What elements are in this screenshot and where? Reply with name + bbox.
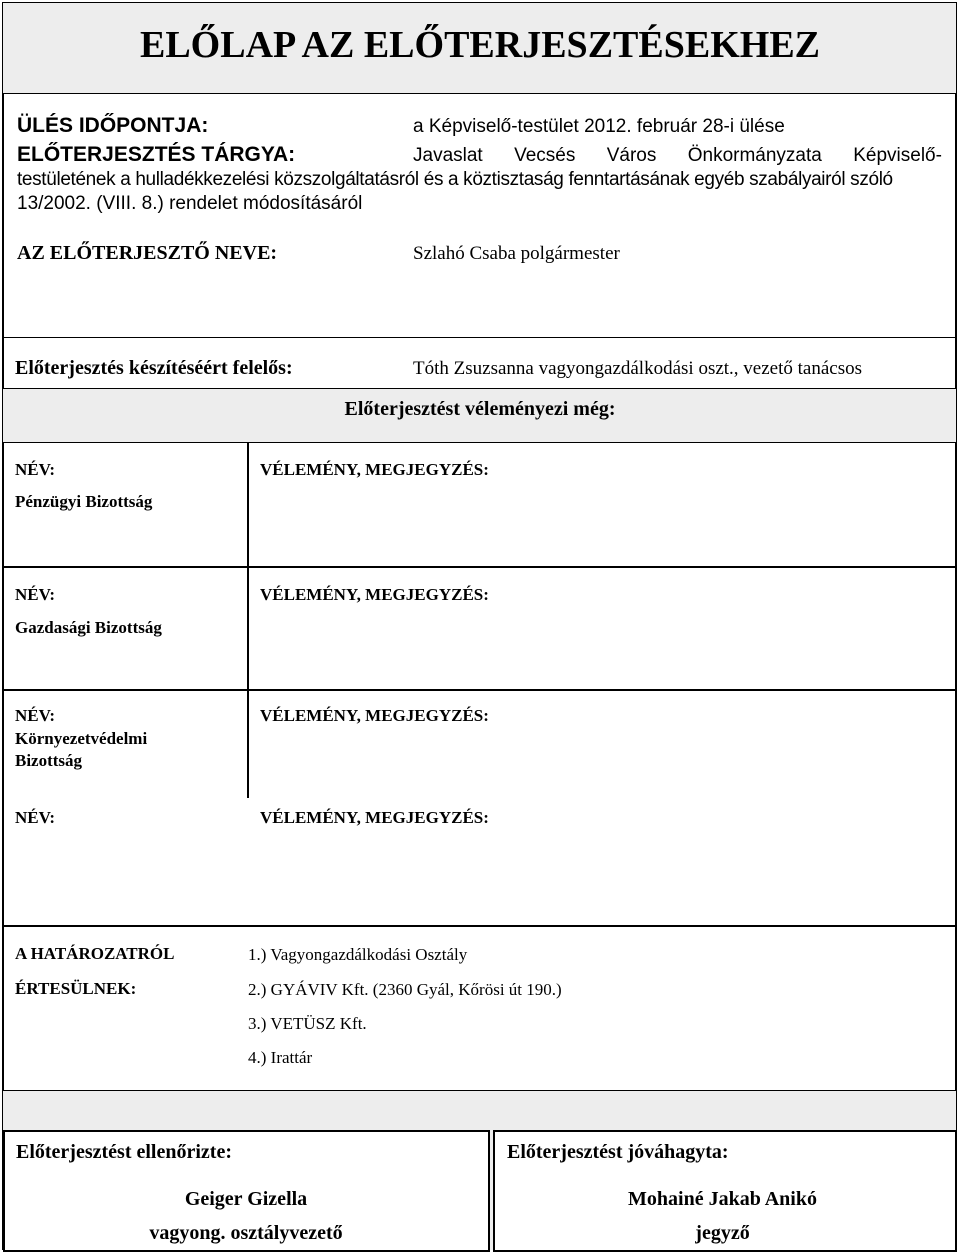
approved-label: Előterjesztést jóváhagyta: <box>507 1141 729 1163</box>
subject-word: Önkormányzata <box>687 145 822 166</box>
approved-name: Mohainé Jakab Anikó <box>628 1188 817 1210</box>
reviewer-opinion-label: VÉLEMÉNY, MEGJEGYZÉS: <box>260 585 489 604</box>
subject-line-3: 13/2002. (VIII. 8.) rendelet módosításáról <box>17 193 363 214</box>
reviewer-name: Pénzügyi Bizottság <box>15 492 153 511</box>
page-title: ELŐLAP AZ ELŐTERJESZTÉSEKHEZ <box>139 24 821 66</box>
responsible-value: Tóth Zsuzsanna vagyongazdálkodási oszt., vezető tanácsos <box>413 358 862 379</box>
subject-word: Vecsés <box>514 145 576 166</box>
reviewer-name-label: NÉV: <box>15 808 55 827</box>
reviewer-name-label: NÉV: <box>15 706 55 725</box>
subject-line-2: testületének a hulladékkezelési közszolgáltatásról és a köztisztaság fenntartásának egyéb szabályairól szóló <box>17 169 893 190</box>
reviewer-column-divider <box>247 443 249 798</box>
approved-title: jegyző <box>695 1222 750 1244</box>
checked-label: Előterjesztést ellenőrizte: <box>16 1141 232 1163</box>
notified-item: 2.) GYÁVIV Kft. (2360 Gyál, Kőrösi út 190.) <box>248 980 562 999</box>
reviewer-row-divider <box>2 566 957 568</box>
subject-word: Képviselő- <box>853 145 942 166</box>
presenter-label: AZ ELŐTERJESZTŐ NEVE: <box>17 242 278 264</box>
notified-item: 3.) VETÜSZ Kft. <box>248 1014 367 1033</box>
reviewer-name: Környezetvédelmi <box>15 729 148 748</box>
reviewer-name: Bizottság <box>15 751 83 770</box>
subject-line-1 <box>413 145 942 167</box>
notified-label: A HATÁROZATRÓL <box>15 944 175 963</box>
reviewer-name: Gazdasági Bizottság <box>15 618 162 637</box>
responsible-label: Előterjesztés készítéséért felelős: <box>15 357 293 379</box>
subject-word: Város <box>606 145 657 166</box>
subject-label: ELŐTERJESZTÉS TÁRGYA: <box>17 143 296 166</box>
reviewer-row-divider <box>2 925 957 927</box>
checked-title: vagyong. osztályvezető <box>149 1222 343 1244</box>
meeting-value: a Képviselő-testület 2012. február 28-i ülése <box>413 116 785 137</box>
notified-label: ÉRTESÜLNEK: <box>15 979 137 998</box>
checked-name: Geiger Gizella <box>184 1188 308 1210</box>
meeting-label: ÜLÉS IDŐPONTJA: <box>17 114 209 137</box>
reviewers-heading: Előterjesztést véleményezi még: <box>344 398 616 420</box>
reviewer-row-divider <box>2 689 957 691</box>
presenter-value: Szlahó Csaba polgármester <box>413 243 620 264</box>
subject-word: Javaslat <box>413 145 483 166</box>
reviewer-opinion-label: VÉLEMÉNY, MEGJEGYZÉS: <box>260 808 489 827</box>
notified-item: 1.) Vagyongazdálkodási Osztály <box>248 945 468 964</box>
notified-item: 4.) Irattár <box>248 1048 313 1067</box>
reviewer-opinion-label: VÉLEMÉNY, MEGJEGYZÉS: <box>260 706 489 725</box>
reviewer-name-label: NÉV: <box>15 585 55 604</box>
reviewer-opinion-label: VÉLEMÉNY, MEGJEGYZÉS: <box>260 460 489 479</box>
reviewer-name-label: NÉV: <box>15 460 55 479</box>
